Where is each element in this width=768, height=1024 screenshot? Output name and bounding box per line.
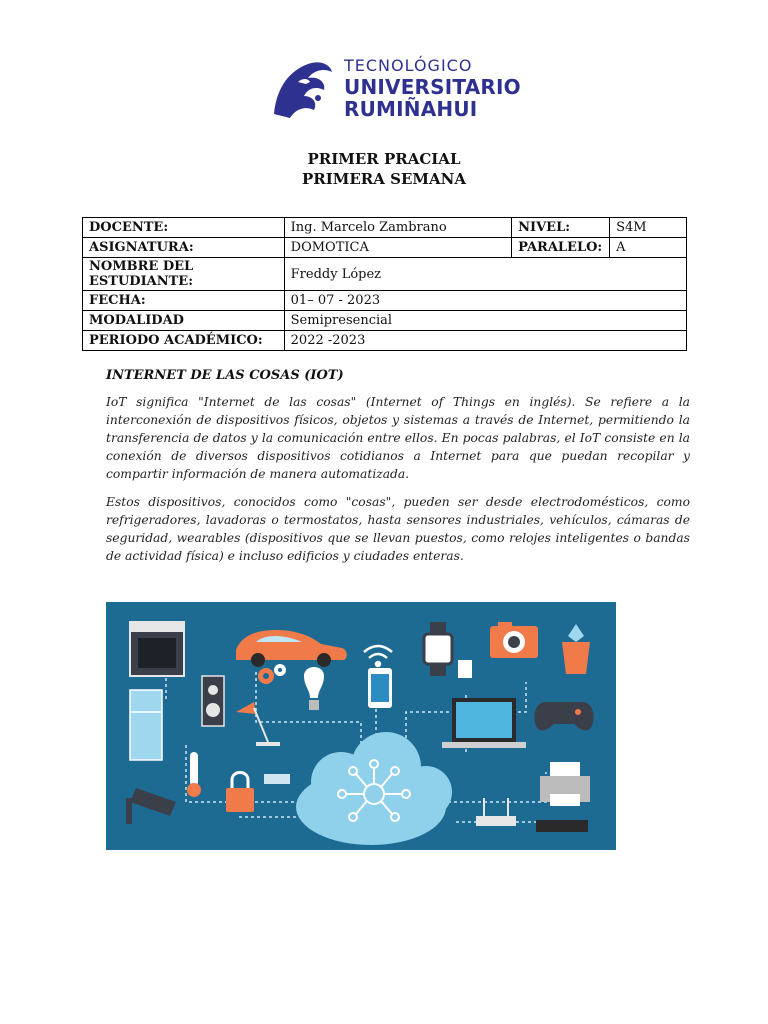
student-info-table [82, 217, 687, 351]
set-top-box-icon [536, 820, 588, 832]
docente-label: DOCENTE: [83, 218, 285, 238]
exam-title: PRIMER PRACIAL [307, 150, 461, 168]
table-row [83, 291, 687, 311]
docente-value: Ing. Marcelo Zambrano [284, 218, 511, 238]
periodo-label: PERIODO ACADÉMICO: [83, 331, 285, 351]
laptop-icon [442, 698, 526, 748]
fridge-icon [130, 690, 162, 760]
smartphone-icon [368, 668, 392, 708]
logo-emblem-icon [268, 56, 336, 122]
paralelo-label: PARALELO: [512, 238, 610, 258]
modalidad-value: Semipresencial [284, 311, 686, 331]
oven-icon [130, 622, 184, 676]
section-title: INTERNET DE LAS COSAS (IOT) [106, 368, 344, 383]
logo-line-3: RUMIÑAHUI [344, 97, 478, 121]
camera-icon [490, 622, 538, 658]
estudiante-label: NOMBRE DEL ESTUDIANTE: [83, 258, 285, 291]
iot-illustration [106, 602, 616, 850]
paralelo-value: A [610, 238, 687, 258]
fecha-label: FECHA: [83, 291, 285, 311]
paragraph-2: Estos dispositivos, conocidos como "cosas", pueden ser desde electrodomésticos, como refrigeradores, lavadoras o termostatos, hasta sensores industriales, vehículos, cámaras de seguridad, wearables (dispositivos que se llevan puestos, como relojes inteligentes o bandas de actividad física) e incluso edificios y ciudades enteras. [106, 495, 690, 563]
logo-line-2: UNIVERSITARIO [344, 75, 521, 99]
logo-line-1: TECNOLÓGICO [344, 56, 473, 75]
table-row [83, 238, 687, 258]
nivel-value: S4M [610, 218, 687, 238]
usb-drive-icon [264, 774, 290, 784]
asignatura-value: DOMOTICA [284, 238, 511, 258]
table-row [83, 258, 687, 291]
table-row [83, 218, 687, 238]
week-title: PRIMERA SEMANA [302, 170, 466, 188]
estudiante-value: Freddy López [284, 258, 686, 291]
paragraph-1: IoT significa "Internet de las cosas" (Internet of Things en inglés). Se refiere a la interconexión de dispositivos físicos, objetos y sistemas a través de Internet, permitiendo la transferencia de datos y la comunicación entre ellos. En pocas palabras, el IoT consiste en la conexión de diversos dispositivos cotidianos a Internet para que puedan recopilar y compartir información de manera automatizada. [106, 395, 690, 481]
periodo-value: 2022 -2023 [284, 331, 686, 351]
memory-card-icon [458, 660, 472, 678]
table-row [83, 311, 687, 331]
institution-logo [268, 56, 521, 122]
speaker-icon [202, 676, 224, 726]
fecha-value: 01– 07 - 2023 [284, 291, 686, 311]
table-row [83, 331, 687, 351]
modalidad-label: MODALIDAD [83, 311, 285, 331]
asignatura-label: ASIGNATURA: [83, 238, 285, 258]
nivel-label: NIVEL: [512, 218, 610, 238]
